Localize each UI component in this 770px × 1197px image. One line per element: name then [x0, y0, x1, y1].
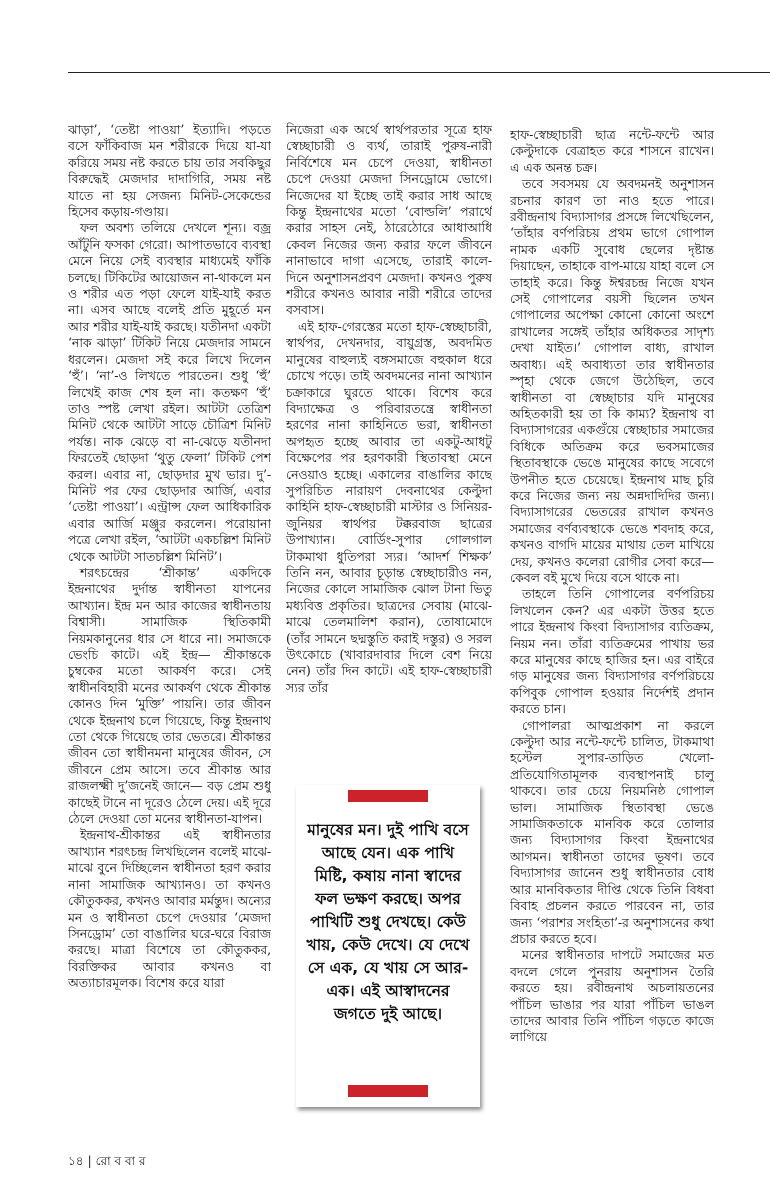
paragraph: ফল অবশ্য তলিয়ে দেখলে শূন্য। বজ্র আঁটুনি ফসকা গেরো। আপাতভাবে ব্যবস্থা মেনে নিয়ে সেই ব্যবস্থার মাধ্যমেই ফাঁকি চলছে। টিকিটের আয়োজন না-থাকলে মন ও শরীর এত পড়া ফেলে যাই-যাই করত না। এসব আছে বলেই প্রতি মুহূর্তে মন আর শরীর যাই-যাই করছে। যতীনদা একটা ‘নাক ঝাড়া’ টিকিট নিয়ে মেজদার সামনে ধরলেন। মেজদা সই করে লিখে দিলেন ‘হুঁ’। ‘না’-ও লিখতে পারতেন। শুধু ‘হুঁ’ লিখেই কাজ শেষ হল না। কতক্ষণ ‘হুঁ’ তাও স্পষ্ট লেখা রইল। আটটা তেত্রিশ মিনিট থেকে আটটা সাড়ে চৌত্রিশ মিনিট পর্যন্ত। নাক ঝেড়ে বা না-ঝেড়ে যতীনদা ফিরতেই ছোড়দা ‘থুতু ফেলা’ টিকিট পেশ করল। এবার না, ছোড়দার মুখ ভার। দু’-মিনিট পর ফের ছোড়দার আর্জি, এবার ‘তেষ্টা পাওয়া’। এন্ট্রান্স ফেল আধিকারিক এবার আর্জি মঞ্জুর করলেন। পরোয়ানা পত্রে লেখা রইল, ‘আটটা একচল্লিশ মিনিট থেকে আটটা সাতচল্লিশ মিনিট’।: [68, 220, 271, 564]
paragraph: তবে সবসময় যে অবদমনই অনুশাসন রচনার কারণ তা নাও হতে পারে। রবীন্দ্রনাথ বিদ্যাসাগর প্রসঙ্গে লিখেছিলেন, ‘তাঁহার বর্ণপরিচয় প্রথম ভাগে গোপাল নামক একটি সুবোধ ছেলের দৃষ্টান্ত দিয়াছেন, তাহাকে বাপ-মায়ে যাহা বলে সে তাহাই করে। কিন্তু ঈশ্বরচন্দ্র নিজে যখন সেই গোপালের বয়সী ছিলেন তখন গোপালের অপেক্ষা কোনো কোনো অংশে রাখালের সঙ্গেই তাঁহার অধিকতর সাদৃশ্য দেখা যাইত।’ গোপাল বাধ্য, রাখাল অবাধ্য। এই অবাধ্যতা তার স্বাধীনতার স্পৃহা থেকে জেগে উঠেছিল, তবে স্বাধীনতা বা স্বেচ্ছাচার যদি মানুষের অহিতকারী হয় তা কি কাম্য? ইন্দ্রনাথ বা বিদ্যাসাগরের একগুঁয়ে স্বেচ্ছাচার সমাজের বিধিকে অতিক্রম করে ভবসমাজের স্থিতাবস্থাকে ভেঙে মানুষের কাছে সবেগে উপনীত হতে চেয়েছে। ইন্দ্রনাথ মাছ চুরি করে নিজের জন্য নয় অন্নদাদিদির জন্য। বিদ্যাসাগরের ভেতরের রাখাল কখনও সমাজের বর্ণব্যবস্থাকে ভেঙে শবদাহ করে, কখনও বাগদি মায়ের মাথায় তেল মাখিয়ে দেয়, কখনও কলেরা রোগীর সেবা করে— কেবল বই মুখে দিয়ে বসে থাকে না।: [510, 176, 714, 585]
page-footer: [68, 1153, 145, 1173]
article-column-1: [68, 122, 271, 1122]
page-number: ১৪: [68, 1154, 84, 1168]
paragraph: তাহলে তিনি গোপালের বর্ণপরিচয় লিখলেন কেন? এর একটা উত্তর হতে পারে ইন্দ্রনাথ কিংবা বিদ্যাসাগর ব্যতিক্রম, নিয়ম নন। তাঁরা ব্যতিক্রমের পাখায় ভর করে মানুষের কাছে হাজির হন। এর বাইরে গড় মানুষের জন্য বিদ্যাসাগর বর্ণপরিচয়ে কপিবুক গোপাল হওয়ার নির্দেশই প্রদান করতে চান।: [510, 586, 714, 717]
pull-quote-box: [296, 785, 480, 1107]
article-column-3: [510, 127, 714, 1127]
paragraph: মনের স্বাধীনতার দাপটে সমাজের মত বদলে গেলে পুনরায় অনুশাসন তৈরি করতে হয়। রবীন্দ্রনাথ অচলায়তনের পাঁচিল ভাঙার পর যারা পাঁচিল ভাঙল তাদের আবার তিনি পাঁচিল গড়তে কাজে লাগিয়ে: [510, 947, 714, 1045]
paragraph: গোপালরা আত্মপ্রকাশ না করলে কেল্টুদা আর নন্টে-ফন্টে চালিত, টাকমাথা হস্টেল সুপার-তাড়িত খেলো-প্রতিযোগিতামূলক ব্যবস্থাপনাই চালু থাকবে। তার চেয়ে নিয়মনিষ্ঠ গোপাল ভাল। সামাজিক স্থিতাবস্থা ভেঙে সামাজিকতাকে মানবিক করে তোলার জন্য বিদ্যাসাগর কিংবা ইন্দ্রনাথের আগমন। স্বাধীনতা তাদের ভূষণ। তবে বিদ্যাসাগর জানেন শুধু স্বাধীনতার বোধ আর মানবিকতার দীপ্তি থেকে তিনি বিধবা বিবাহ প্রচলন করতে পারবেন না, তার জন্য ‘পরাশর সংহিতা’-র অনুশাসনের কথা প্রচার করতে হবে।: [510, 717, 714, 946]
pull-quote-text: মানুষের মন। দুই পাখি বসে আছে যেন। এক পাখি মিষ্টি, কষায় নানা স্বাদের ফল ভক্ষণ করছে। অপর পাখিটি শুধু দেখছে। কেউ খায়, কেউ দেখে। যে দেখে সে এক, যে খায় সে আর-এক। এই আস্বাদনের জগতে দুই আছে।: [306, 821, 470, 1023]
paragraph: শরৎচন্দ্রের ‘শ্রীকান্ত’ একদিকে ইন্দ্রনাথের দুর্দান্ত স্বাধীনতা যাপনের আখ্যান। ইন্দ্র মন আর কাজের স্বাধীনতায় বিশ্বাসী। সামাজিক স্থিতিকামী নিয়মকানুনের ধার সে ধারে না। সমাজকে ভেংচি কাটে। এই ইন্দ্র— শ্রীকান্তকে চুম্বকের মতো আকর্ষণ করে। সেই স্বাধীনবিহারী মনের আকর্ষণ থেকে শ্রীকান্ত কোনও দিন ‘মুক্তি’ পায়নি। তার জীবন থেকে ইন্দ্রনাথ চলে গিয়েছে, কিন্তু ইন্দ্রনাথ তো থেকে গিয়েছে তার ভেতরে। শ্রীকান্তর জীবন তো স্বাধীনমনা মানুষের জীবন, সে জীবনে প্রেম আসে। তবে শ্রীকান্ত আর রাজলক্ষ্মী দু’জনেই জানে— বড় প্রেম শুধু কাছেই টানে না দূরেও ঠেলে দেয়। এই দূরে ঠেলে দেওয়া তো মনের স্বাধীনতা-যাপন।: [68, 564, 271, 827]
header-rule: [68, 72, 770, 73]
pull-quote-bottom-bar: [348, 1085, 428, 1097]
article-column-2: [286, 122, 492, 758]
paragraph: নিজেরা এক অর্থে স্বার্থপরতার সূত্রে হাফ স্বেচ্ছাচারী ও ব্যর্থ, তারাই পুরুষ-নারী নির্বিশেষে মন চেপে দেওয়া, স্বাধীনতা চেপে দেওয়া মেজদা সিনড্রোমে ভোগে। নিজেদের যা ইচ্ছে তাই করার সাধ আছে কিন্তু ইন্দ্রনাথের মতো ‘বোল্ডলি’ পরার্থে করার সাহস নেই, ঠারেঠোরে আধাআধি কেবল নিজের জন্য করার ফলে জীবনে নানাভাবে দাগা এসেছে, তারাই কালে-দিনে অনুশাসনপ্রবণ মেজদা। কখনও পুরুষ শরীরে কখনও আবার নারী শরীরে তাদের বসবাস।: [286, 122, 492, 318]
pull-quote-top-bar: [348, 790, 428, 802]
paragraph: ঝাড়া’, ‘তেষ্টা পাওয়া’ ইত্যাদি। পড়তে বসে ফাঁকিবাজ মন শরীরকে দিয়ে যা-যা করিয়ে সময় নষ্ট করতে চায় তার সবকিছুর বিরুদ্ধেই মেজদার দাদাগিরি, সময় নষ্ট যাতে না হয় সেজন্য মিনিট-সেকেন্ডের হিসেব কড়ায়-গণ্ডায়।: [68, 122, 271, 220]
magazine-name: রো ব বা র: [95, 1154, 146, 1168]
paragraph: ইন্দ্রনাথ-শ্রীকান্তর এই স্বাধীনতার আখ্যান শরৎচন্দ্র লিখছিলেন বলেই মাঝে-মাঝে বুনে দিচ্ছিলেন স্বাধীনতা হরণ করার নানা সামাজিক আখ্যানও। তা কখনও কৌতুককর, কখনও আবার মর্মন্তুদ। অন্যের মন ও স্বাধীনতা চেপে দেওয়ার ‘মেজদা সিনড্রোম’ তো বাঙালির ঘরে-ঘরে বিরাজ করছে। মাত্রা বিশেষে তা কৌতুককর, বিরক্তিকর আবার কখনও বা অত্যাচারমূলক। বিশেষ করে যারা: [68, 827, 271, 991]
paragraph: হাফ-স্বেচ্ছাচারী ছাত্র নন্টে-ফন্টে আর কেল্টুদাকে বেত্রাহত করে শাসনে রাখেন। এ এক অনন্ত চক্র।: [510, 127, 714, 175]
paragraph: এই হাফ-গেরস্তের মতো হাফ-স্বেচ্ছাচারী, স্বার্থপর, দেখনদার, বায়ুগ্রস্ত, অবদমিত মানুষের বাহুল্যই বঙ্গসমাজে বহুকাল ধরে চোখে পড়ে। তাই অবদমনের নানা আখ্যান চক্রাকারে ঘুরতে থাকে। বিশেষ করে বিদ্যাক্ষেত্র ও পরিবারতন্ত্রে স্বাধীনতা হরণের নানা কাহিনিতে ভরা, স্বাধীনতা অপহৃত হচ্ছে আবার তা একটু-আধটু বিক্ষেপের পর হরণকারী স্থিতাবস্থা মেনে নেওয়াও হচ্ছে। একালের বাঙালির কাছে সুপরিচিত নারায়ণ দেবনাথের কেল্টুদা কাহিনি হাফ-স্বেচ্ছাচারী মাস্টার ও সিনিয়র-জুনিয়র স্বার্থপর টক্করবাজ ছাত্রের উপাখ্যান। বোর্ডিং-সুপার গোলগাল টাকমাথা ধুতিপরা স্যর। ‘আদর্শ শিক্ষক’ তিনি নন, আবার চূড়ান্ত স্বেচ্ছাচারীও নন, নিজের কোলে সামাজিক ঝোল টানা ভিতু মধ্যবিত্ত প্রকৃতির। ছাত্রদের সেবায় (মাঝে-মাঝে তেলমালিশ করান), তোষামোদে (তাঁর সামনে ছদ্মস্তুতি করাই দস্তুর) ও সরল উৎকোচে (খাবারদাবার দিলে বেশ নিয়ে নেন) তাঁর দিন কাটে। এই হাফ-স্বেচ্ছাচারী স্যর তাঁর: [286, 318, 492, 695]
footer-separator: |: [87, 1154, 92, 1168]
